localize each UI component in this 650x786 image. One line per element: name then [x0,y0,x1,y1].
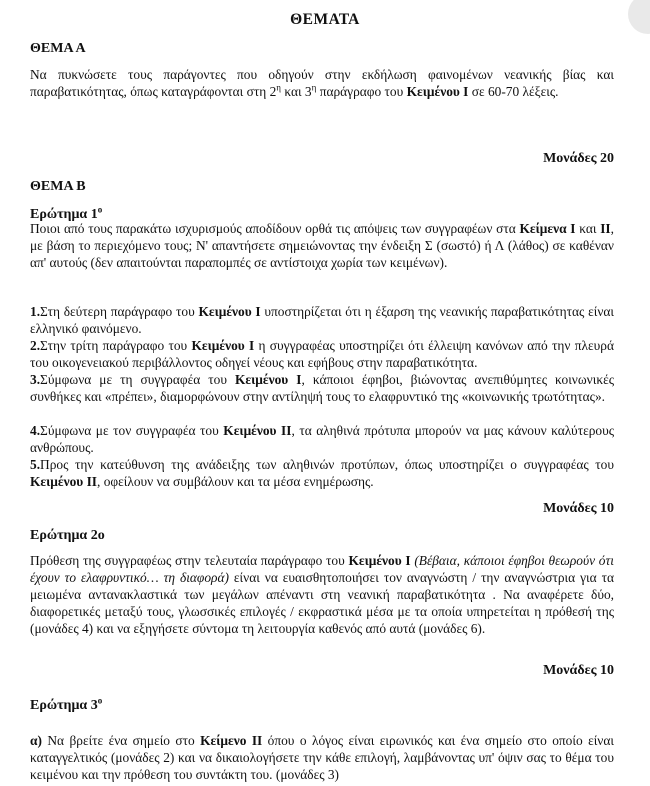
question-1-heading: Ερώτημα $1^o$ [30,204,103,222]
theme-a-task: Να πυκνώσετε τους παράγοντες που οδηγούν στην εκδήλωση φαινομένων νεανικής βίας και παραβατικότητας, όπως καταγράφονται στη $2^\eta$ και $3^\eta$ παράγραφο του Κειμένου Ι σε 60-70 λέξεις. [30,67,614,99]
statement-3: 3.Σύμφωνα με τη συγγραφέα του Κειμένου Ι, κάποιοι έφηβοι, βιώνοντας ανεπιθύμητες κοινωνικές συνθήκες και «πρέπει», διαμορφώνουν στην αντίληψή τους το ελαφρυντικό της «κοινωνικής τρωτότητας». [30,372,614,404]
question-3-heading: Ερώτημα $3^o$ [30,695,103,713]
question-3-part-a: α) Να βρείτε ένα σημείο στο Κείμενο ΙΙ όπου ο λόγος είναι ειρωνικός και ένα σημείο στο οποίο είναι καταγγελτικός (μονάδες 2) και να δικαιολογήσετε την κάθε επιλογή, λαμβάνοντας υπ' όψιν σας το θέμα του κειμένου και την πρόθεση του συντάκτη του. (μονάδες 3) [30,733,614,782]
theme-b-heading: ΘΕΜΑ Β [30,179,86,194]
statement-5: 5.Προς την κατεύθυνση της ανάδειξης των αληθινών προτύπων, όπως υποστηρίζει ο συγγραφέας του Κειμένου ΙΙ, οφείλουν να συμβάλουν και τα μέσα ενημέρωσης. [30,457,614,489]
question-2-heading: Ερώτημα 2ο [30,528,105,543]
question-2-marks: Μονάδες 10 [543,663,614,678]
statement-2: 2.Στην τρίτη παράγραφο του Κειμένου Ι η συγγραφέας υποστηρίζει ότι έλλειψη κανόνων από την πλευρά του οικογενειακού περιβάλλοντος οδηγεί νέους και εφήβους στην παραβατικότητα. [30,338,614,370]
question-1-marks: Μονάδες 10 [543,501,614,516]
theme-a-marks: Μονάδες 20 [543,151,614,166]
theme-a-heading: ΘΕΜΑ Α [30,41,86,56]
statement-1: 1.Στη δεύτερη παράγραφο του Κειμένου Ι υποστηρίζεται ότι η έξαρση της νεανικής παραβατικότητας είναι ελληνικό φαινόμενο. [30,304,614,336]
question-2-task: Πρόθεση της συγγραφέως στην τελευταία παράγραφο του Κειμένου Ι (Βέβαια, κάποιοι έφηβοι θεωρούν ότι έχουν το ελαφρυντικό… τη διαφορά) είναι να ευαισθητοποιήσει τον αναγνώστη / την αναγνώστρια για τα μειωμένα αντανακλαστικά των μεγάλων απέναντι στη νεανική παραβατικότητα . Να αναφέρετε δύο, διαφορετικές μεταξύ τους, γλωσσικές επιλογές / εκφραστικά μέσα με τα οποία υπηρετείται η πρόθεσή της (μονάδες 4) και να εξηγήσετε σύντομα τη λειτουργία καθενός από αυτά (μονάδες 6). [30,553,614,636]
page-title: ΘΕΜΑΤΑ [290,11,360,28]
statement-4: 4.Σύμφωνα με τον συγγραφέα του Κειμένου ΙΙ, τα αληθινά πρότυπα μπορούν να μας κάνουν καλύτερους ανθρώπους. [30,423,615,455]
question-1-intro: Ποιοι από τους παρακάτω ισχυρισμούς αποδίδουν ορθά τις απόψεις των συγγραφέων στα Κείμενα Ι και ΙΙ, με βάση το περιεχόμενο τους; Ν' απαντήσετε σημειώνοντας την ένδειξη Σ (σωστό) ή Λ (λάθος) σε καθέναν απ' αυτούς (δεν απαιτούνται παραπομπές σε αντίστοιχα χωρία των κειμένων). [30,221,614,270]
